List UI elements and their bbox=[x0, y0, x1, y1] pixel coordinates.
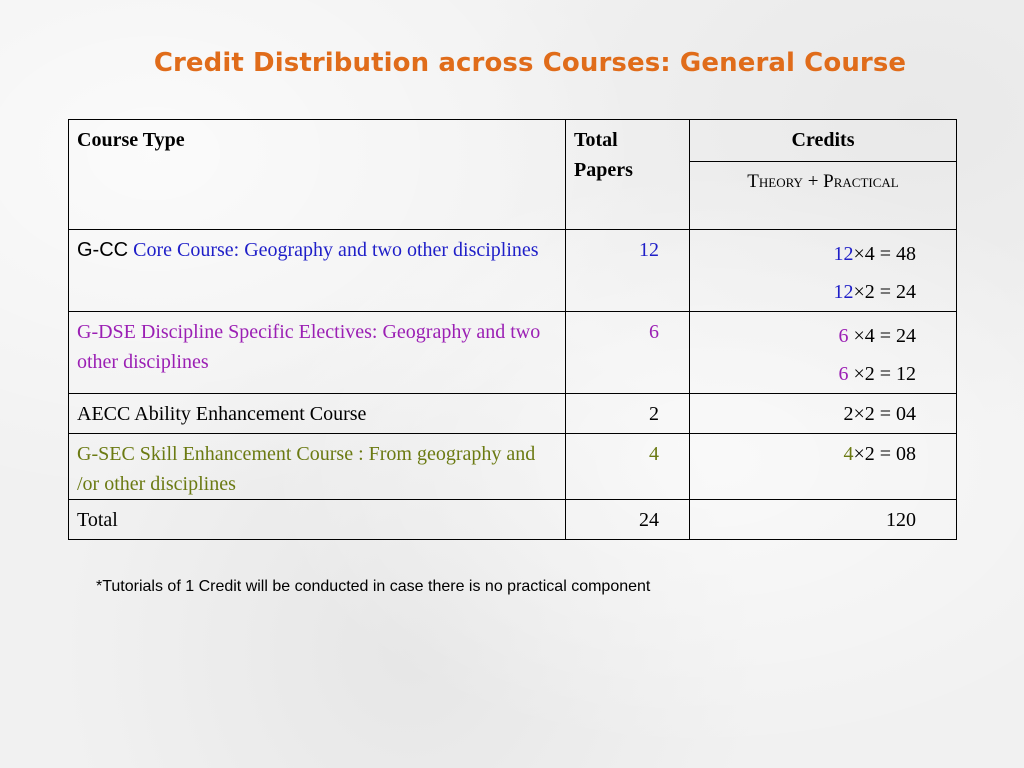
credit-line-theory: 6 ×4 = 24 bbox=[838, 325, 916, 347]
papers-cell: 6 bbox=[566, 312, 690, 394]
credit-line: 2×2 = 04 bbox=[843, 403, 916, 425]
credit-line-theory: 12×4 = 48 bbox=[833, 243, 916, 265]
papers-cell: 4 bbox=[566, 434, 690, 500]
header-course-type: Course Type bbox=[69, 120, 566, 230]
credit-line: 4×2 = 08 bbox=[843, 443, 916, 465]
course-type-cell bbox=[69, 312, 566, 394]
course-code: G-CC bbox=[77, 239, 129, 261]
papers-cell: 12 bbox=[566, 230, 690, 312]
credit-distribution-table bbox=[68, 119, 957, 540]
credits-cell bbox=[690, 312, 957, 394]
credit-line-practical: 6 ×2 = 12 bbox=[838, 363, 916, 385]
credits-cell bbox=[690, 394, 957, 434]
header-row bbox=[69, 120, 957, 162]
credits-cell bbox=[690, 230, 957, 312]
table-row bbox=[69, 230, 957, 312]
course-code: G-SEC bbox=[77, 443, 135, 465]
total-credits: 120 bbox=[690, 500, 957, 540]
course-type-cell bbox=[69, 230, 566, 312]
course-name: Skill Enhancement Course : From geography and /or other disciplines bbox=[77, 443, 536, 495]
course-code: AECC bbox=[77, 403, 131, 425]
credits-cell bbox=[690, 434, 957, 500]
header-theory-practical bbox=[690, 162, 957, 230]
table-row bbox=[69, 312, 957, 394]
page-title: Credit Distribution across Courses: General Course bbox=[153, 48, 907, 78]
total-label: Total bbox=[69, 500, 566, 540]
papers-cell: 2 bbox=[566, 394, 690, 434]
course-type-cell bbox=[69, 394, 566, 434]
table-row bbox=[69, 394, 957, 434]
course-name: Core Course: Geography and two other disciplines bbox=[133, 239, 539, 261]
credit-line-practical: 12×2 = 24 bbox=[833, 281, 916, 303]
course-name: Ability Enhancement Course bbox=[134, 403, 367, 425]
course-code: G-DSE bbox=[77, 321, 136, 343]
table-row bbox=[69, 434, 957, 500]
header-practical: Practical bbox=[823, 171, 899, 192]
total-row bbox=[69, 500, 957, 540]
footnote: *Tutorials of 1 Credit will be conducted in case there is no practical component bbox=[96, 578, 651, 595]
header-total-papers: Total Papers bbox=[566, 120, 690, 230]
header-theory: Theory bbox=[747, 171, 803, 192]
header-plus: + bbox=[807, 171, 819, 192]
total-papers: 24 bbox=[566, 500, 690, 540]
course-name: Discipline Specific Electives: Geography and two other disciplines bbox=[77, 321, 541, 373]
course-type-cell bbox=[69, 434, 566, 500]
header-credits: Credits bbox=[690, 120, 957, 162]
